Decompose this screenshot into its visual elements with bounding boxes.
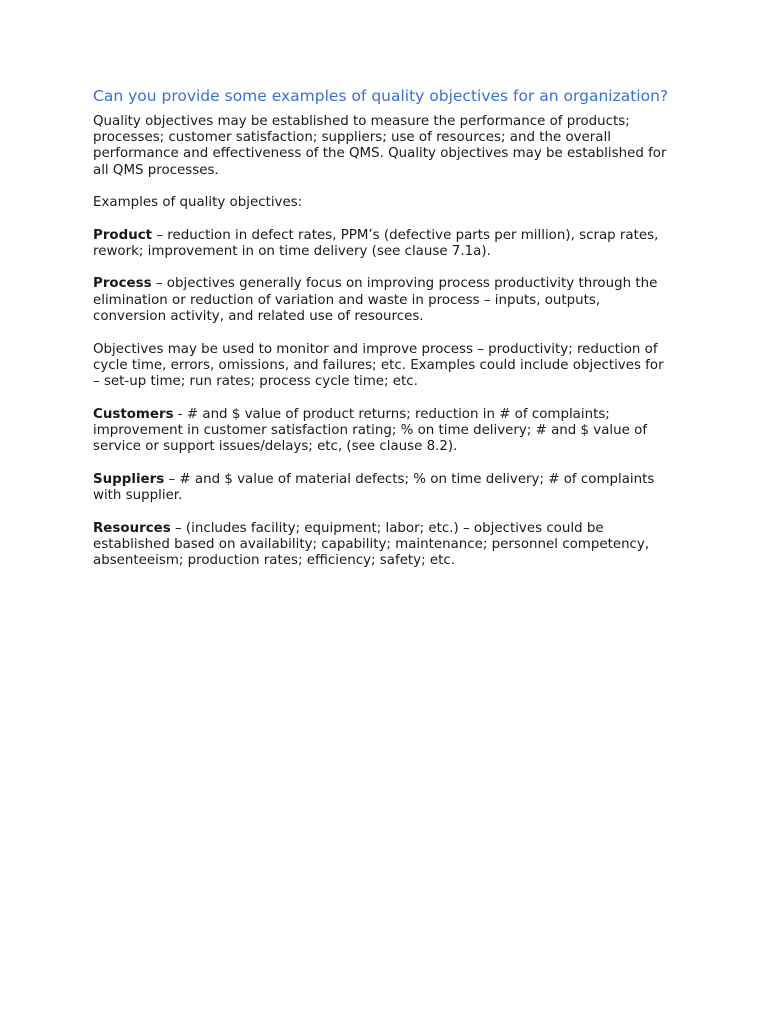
customers-term: Customers [93, 406, 174, 422]
product-term: Product [93, 227, 153, 243]
process-term: Process [93, 276, 152, 292]
resources-paragraph [93, 521, 673, 570]
suppliers-text: – # and $ value of material defects; % on time delivery; # of complaints with supplier. [93, 471, 655, 503]
suppliers-term: Suppliers [93, 471, 165, 487]
customers-text: - # and $ value of product returns; reduction in # of complaints; improvement in customer satisfaction rating; % on time delivery; # and $ value of service or support issues/delays; etc, (see clause 8.2). [93, 406, 648, 455]
examples-heading: Examples of quality objectives: [93, 194, 303, 210]
suppliers-paragraph [93, 472, 673, 504]
resources-text: – (includes facility; equipment; labor; etc.) – objectives could be established based on availability; capability; maintenance; personnel competency, absenteeism; production rates; efficiency; safety; etc. [93, 520, 650, 569]
process-text: – objectives generally focus on improving process productivity through the elimination or reduction of variation and waste in process – inputs, outputs, conversion activity, and related use of resources. [93, 276, 658, 324]
document-title: Can you provide some examples of quality objectives for an organization? [93, 87, 669, 105]
intro-paragraph: Quality objectives may be established to measure the performance of products; processes; customer satisfaction; suppliers; use of resources; and the overall performance and effectiveness of the QMS. Quality objectives may be established for all QMS processes. [93, 114, 667, 178]
product-paragraph [93, 228, 673, 260]
customers-paragraph [93, 407, 673, 456]
resources-term: Resources [93, 520, 171, 536]
product-text: – reduction in defect rates, PPM’s (defective parts per million), scrap rates, rework; improvement in on time delivery (see clause 7.1a). [93, 227, 659, 259]
process-followup-paragraph: Objectives may be used to monitor and improve process – productivity; reduction of cycle time, errors, omissions, and failures; etc. Examples could include objectives for – set-up time; run rates; process cycle time; etc. [93, 341, 664, 389]
document-page [93, 87, 673, 586]
process-paragraph [93, 276, 673, 325]
